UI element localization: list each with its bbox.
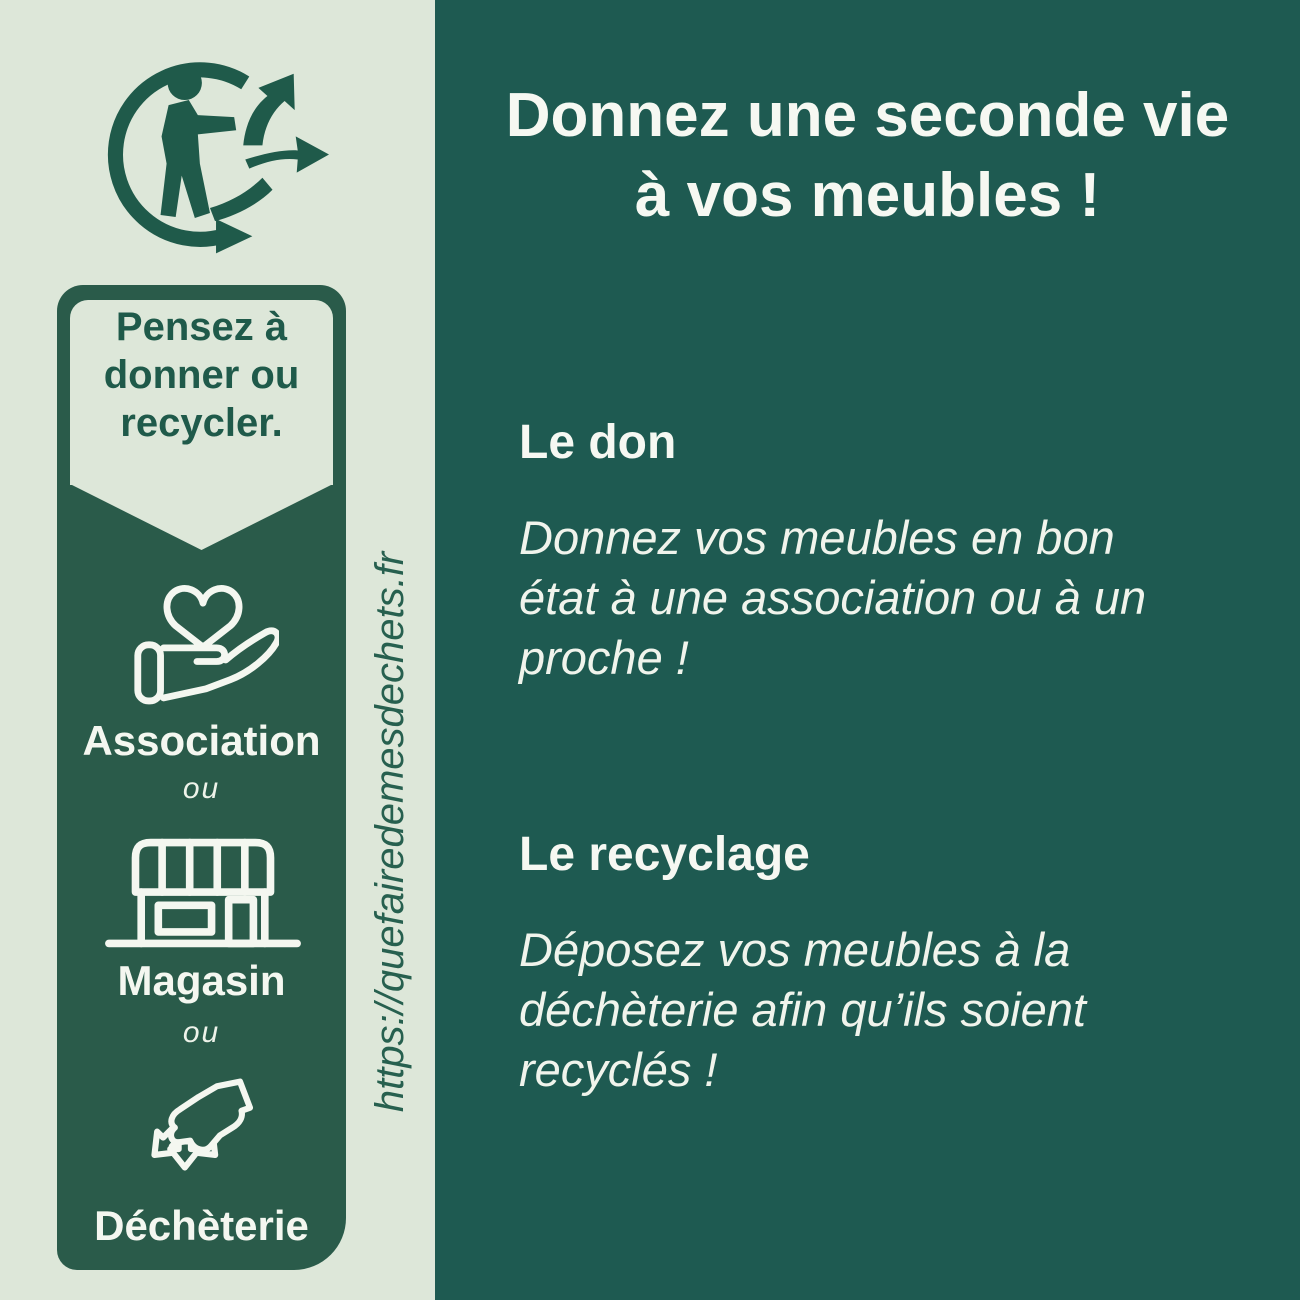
section-heading-recyclage: Le recyclage [519,828,810,881]
banner-shape-point [70,484,333,550]
separator-ou: ou [182,772,221,805]
banner-line: Pensez à [115,305,288,349]
body-line: Déposez vos meubles à la [519,923,1071,976]
body-line: recyclés ! [519,1043,718,1096]
title-line: à vos meubles ! [634,161,1101,230]
body-line: proche ! [519,631,689,684]
option-label-magasin: Magasin [117,957,286,1004]
ribbon-panel [57,285,346,1270]
right-panel [435,0,1300,1300]
page-title [435,76,1300,236]
triman-recycling-logo-icon [98,46,330,264]
section-body-recyclage [519,920,1086,1100]
website-url: https://quefairedemesdechets.fr [368,551,412,1113]
body-line: Donnez vos meubles en bon [519,511,1115,564]
title-line: Donnez une seconde vie [505,81,1230,150]
body-line: état à une association ou à un [519,571,1147,624]
body-line: déchèterie afin qu’ils soient [519,983,1086,1036]
storefront-icon [103,835,303,951]
left-panel [0,0,435,1300]
hand-sorting-arrows-icon [125,1069,263,1197]
option-label-association: Association [82,717,321,764]
heart-in-hand-icon [127,569,279,707]
option-label-dechetterie: Déchèterie [94,1202,309,1249]
section-body-don [519,508,1146,688]
banner-line: donner ou [103,353,300,397]
separator-ou: ou [182,1016,221,1049]
banner-text [57,303,346,447]
section-heading-don: Le don [519,416,677,469]
banner-line: recycler. [120,401,283,445]
